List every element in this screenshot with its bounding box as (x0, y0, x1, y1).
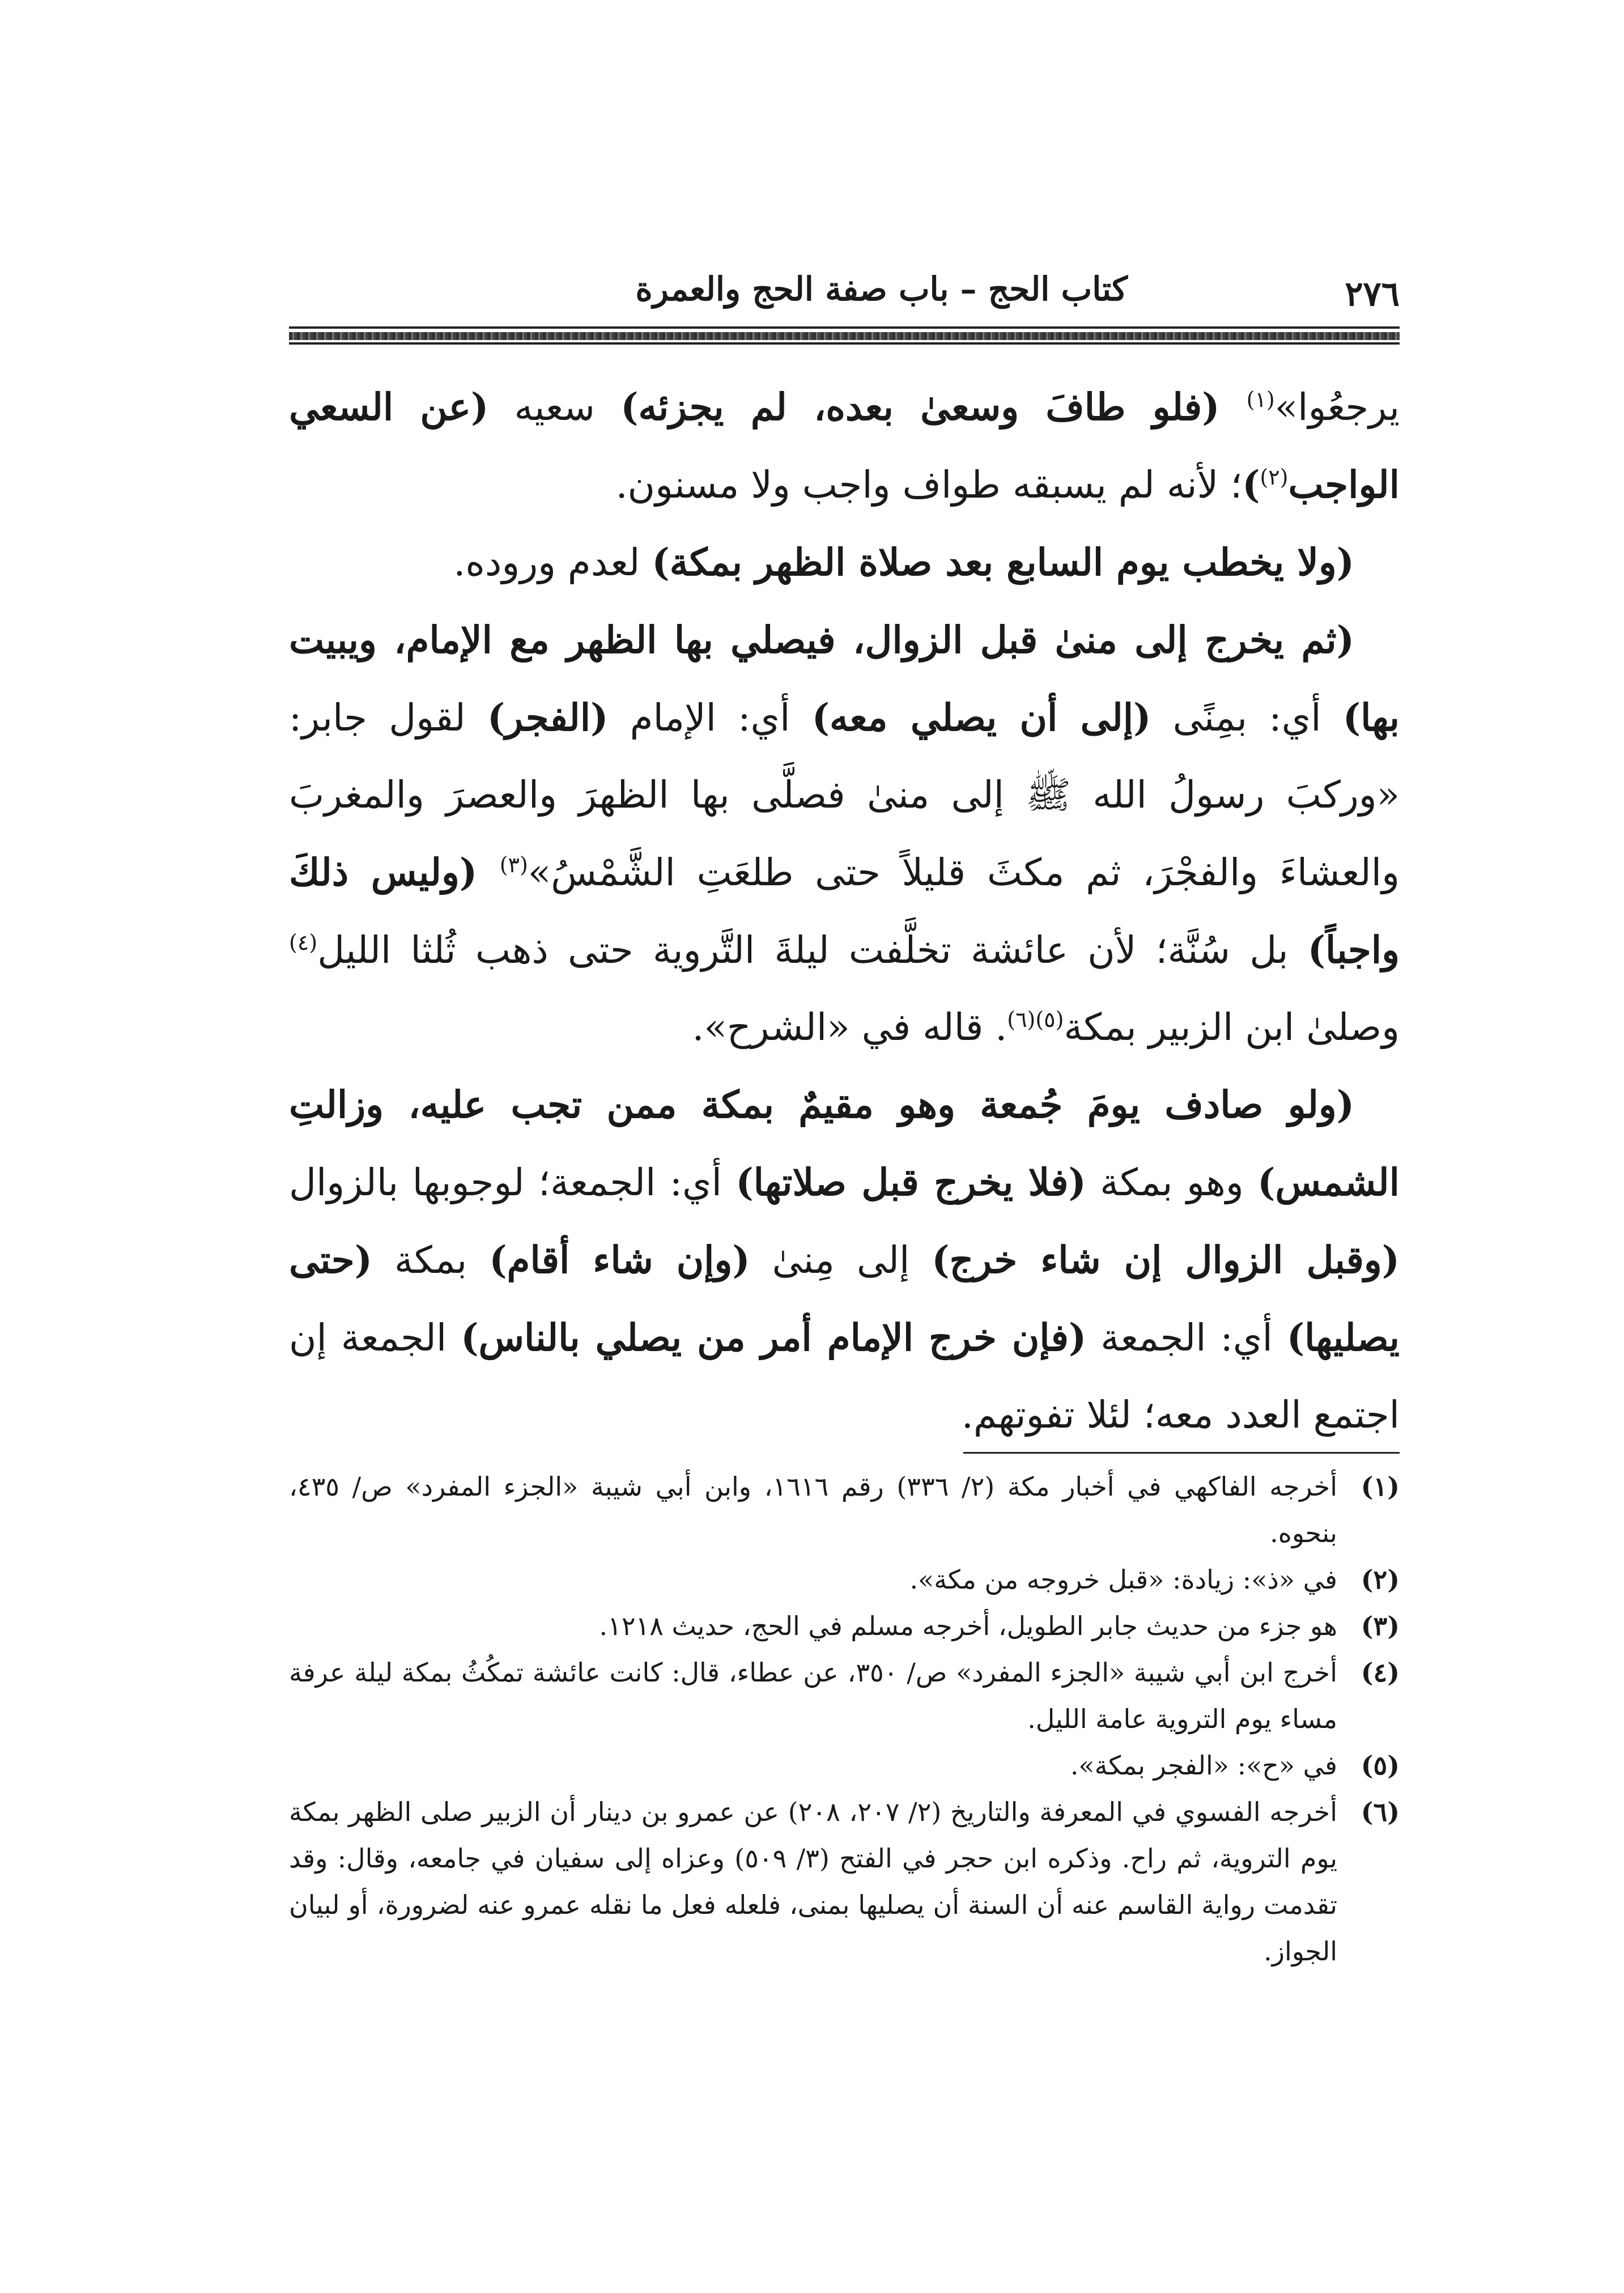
text-run: وهو بمكة (1086, 1161, 1258, 1204)
text-run: لقول جابر: «وركبَ رسولُ الله ﷺ إلى منىٰ فصلَّى بها الظهرَ والعصرَ والمغربَ والعشاءَ والفجْرَ، ثم مكثَ قليلاً حتى طلعَتِ الشَّمْسُ» (289, 696, 1400, 894)
paragraph-3 (289, 601, 1400, 1066)
footnote-item (289, 1649, 1400, 1742)
footnote-item (289, 1742, 1400, 1789)
footnote-item (289, 1556, 1400, 1603)
text-run: بل سُنَّة؛ لأن عائشة تخلَّفت ليلةَ التَّروية حتى ذهب ثُلثا الليل (317, 928, 1308, 972)
matn-text: (ولا يخطب يوم السابع بعد صلاة الظهر بمكة) (652, 540, 1354, 584)
matn-text: (إلى أن يصلي معه) (811, 695, 1151, 740)
footnote-text: في «ح»: «الفجر بمكة». (1070, 1750, 1337, 1781)
footnote-ref: (٥)(٦) (1007, 1007, 1064, 1032)
footnote-number: (٣) (1361, 1611, 1400, 1641)
header-title: كتاب الحج – باب صفة الحج والعمرة (635, 270, 1128, 308)
text-run: أي: الإمام (608, 696, 812, 740)
text-run: . قاله في «الشرح». (692, 1005, 1007, 1049)
footnote-ref: (٣) (499, 852, 528, 877)
footnote-text: أخرجه الفسوي في المعرفة والتاريخ (٢/ ٢٠٧، ٢٠٨) عن عمرو بن دينار أن الزبير صلى الظهر بمكة يوم التروية، ثم راح. وذكره ابن حجر في الفتح (٣/ ٥٠٩) وعزاه إلى سفيان في جامعه، وقال: وقد تقدمت رواية القاسم عنه أن السنة أن يصليها بمنى، فلعله فعل ما نقله عمرو عنه لضرورة، أو لبيان الجواز. (289, 1797, 1338, 1967)
matn-text: (وليس ذلكَ واجباً) (289, 850, 1400, 972)
paragraph-4 (289, 1066, 1400, 1454)
footnote-text: أخرج ابن أبي شيبة «الجزء المفرد» ص/ ٣٥٠، عن عطاء، قال: كانت عائشة تمكُثُ بمكة ليلة عرفة مساء يوم التروية عامة الليل. (289, 1657, 1337, 1734)
text-run: لعدم وروده. (453, 541, 652, 584)
matn-text: (حتى يصليها) (289, 1238, 1400, 1360)
text-run: أي: الجمعة؛ لوجوبها بالزوال (289, 1161, 736, 1204)
text-run: ؛ لأنه لم يسبقه طواف واجب ولا مسنون. (615, 463, 1243, 507)
paragraph-1 (289, 368, 1400, 524)
matn-text: (وقبل الزوال إن شاء خرج) (932, 1238, 1400, 1282)
footnotes (289, 1463, 1400, 1974)
matn-text: (الفجر) (487, 695, 609, 740)
matn-text: (فلو طافَ وسعىٰ بعده، لم يجزئه) (620, 385, 1247, 429)
footnote-item (289, 1603, 1400, 1649)
footnote-number: (٢) (1361, 1564, 1400, 1595)
text-run: أي: بمِنًى (1151, 696, 1343, 740)
matn-text: (فلا يخرج قبل صلاتها) (736, 1160, 1086, 1204)
matn-text: (وإن شاء أقام) (489, 1238, 750, 1282)
footnote-ref: (٤) (289, 930, 318, 955)
matn-text: (ولو صادف يومَ جُمعة وهو مقيمٌ بمكة ممن تجب عليه، وزالتِ الشمس) (289, 1082, 1400, 1204)
footnote-number: (٤) (1361, 1657, 1400, 1688)
header-rule-bottom (289, 342, 1400, 345)
footnote-text: أخرجه الفاكهي في أخبار مكة (٢/ ٣٣٦) رقم ١٦١٦، وابن أبي شيبة «الجزء المفرد» ص/ ٤٣٥، بنحوه. (289, 1471, 1337, 1548)
matn-text: (عن السعي الواجب (289, 385, 1400, 507)
header-rule-top (289, 326, 1400, 329)
text-run: بمكة (372, 1238, 490, 1282)
page-number: ٢٧٦ (1345, 274, 1400, 314)
text-run: وصلىٰ ابن الزبير بمكة (1064, 1005, 1400, 1049)
footnote-text: هو جزء من حديث جابر الطويل، أخرجه مسلم في الحج، حديث ١٢١٨. (599, 1611, 1337, 1641)
footnote-separator (963, 1452, 1400, 1454)
matn-text: ) (1242, 462, 1260, 507)
footnote-item (289, 1789, 1400, 1974)
footnote-number: (١) (1361, 1471, 1400, 1502)
running-header (289, 266, 1400, 329)
text-run: يرجعُوا» (1274, 385, 1400, 429)
main-text (289, 368, 1400, 1454)
text-run: أي: الجمعة (1086, 1316, 1287, 1360)
footnote-text: في «ذ»: زيادة: «قبل خروجه من مكة». (909, 1564, 1337, 1595)
text-run: الجمعة إن اجتمع العدد معه؛ لئلا تفوتهم. (289, 1316, 1400, 1437)
footnote-ref: (٢) (1260, 465, 1289, 490)
footnote-number: (٥) (1361, 1750, 1400, 1781)
paragraph-2 (289, 524, 1400, 601)
footnote-item (289, 1463, 1400, 1556)
text-run: سعيه (488, 385, 621, 429)
footnote-number: (٦) (1361, 1797, 1400, 1827)
matn-text: (ثم يخرج إلى منىٰ قبل الزوال، فيصلي بها الظهر مع الإمام، ويبيت بها) (289, 618, 1400, 740)
header-rule-ornament (289, 332, 1400, 340)
matn-text: (فإن خرج الإمام أمر من يصلي بالناس) (461, 1315, 1087, 1360)
footnote-ref: (١) (1246, 387, 1275, 412)
text-run: إلى مِنىٰ (750, 1238, 932, 1282)
